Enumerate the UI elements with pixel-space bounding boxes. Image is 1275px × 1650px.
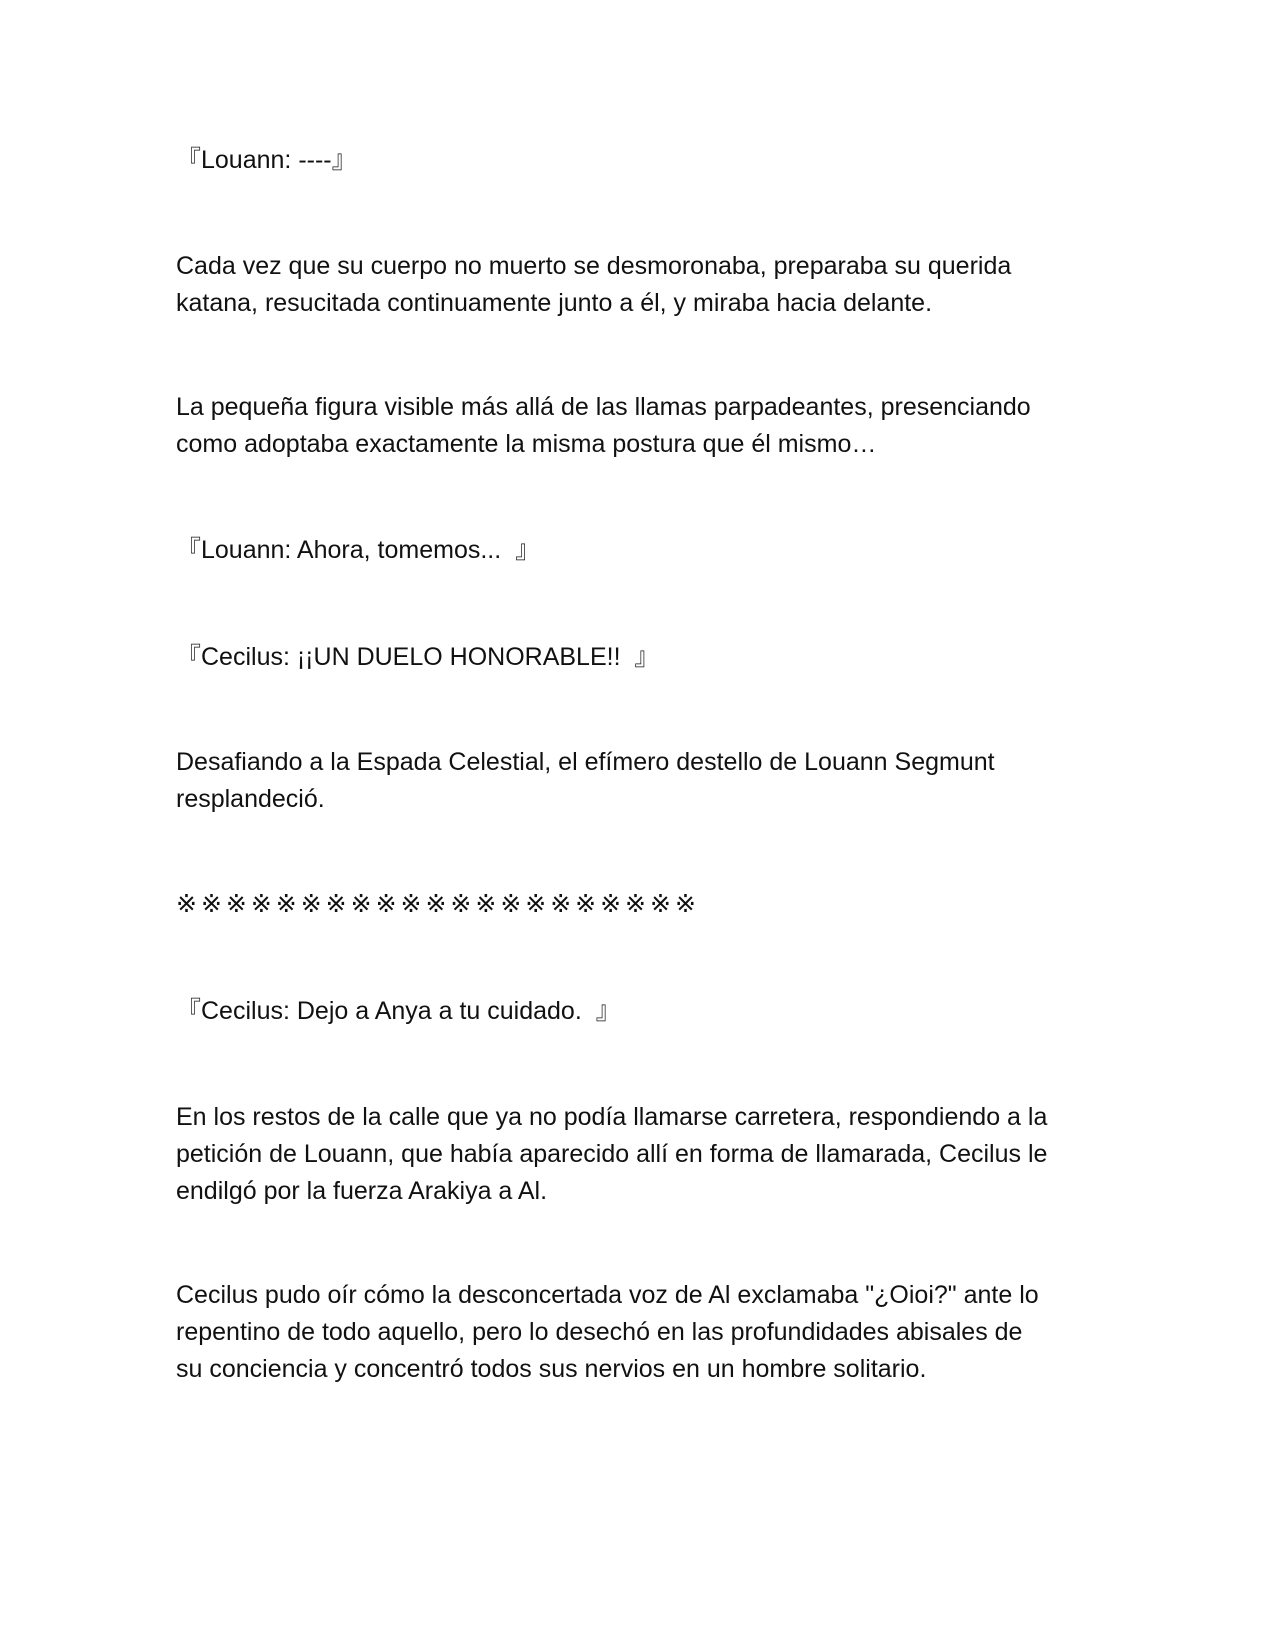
dialogue-louann-2: 『Louann: Ahora, tomemos... 』	[176, 536, 541, 564]
paragraph-4-line-2: petición de Louann, que había aparecido allí en forma de llamarada, Cecilus le	[176, 1140, 1048, 1168]
dialogue-cecilus-1: 『Cecilus: ¡¡UN DUELO HONORABLE!! 』	[176, 643, 660, 671]
paragraph-5-line-2: repentino de todo aquello, pero lo desechó en las profundidades abisales de	[176, 1318, 1023, 1346]
paragraph-3-line-2: resplandeció.	[176, 785, 325, 813]
paragraph-5-line-3: su conciencia y concentró todos sus nervios en un hombre solitario.	[176, 1355, 927, 1383]
dialogue-cecilus-2: 『Cecilus: Dejo a Anya a tu cuidado. 』	[176, 997, 621, 1025]
dialogue-louann-1: 『Louann: ----』	[176, 146, 357, 174]
paragraph-5-line-1: Cecilus pudo oír cómo la desconcertada voz de Al exclamaba "¿Oioi?" ante lo	[176, 1281, 1039, 1309]
paragraph-4-line-1: En los restos de la calle que ya no podía llamarse carretera, respondiendo a la	[176, 1103, 1048, 1131]
paragraph-1-line-1: Cada vez que su cuerpo no muerto se desmoronaba, preparaba su querida	[176, 252, 1012, 280]
paragraph-4-line-3: endilgó por la fuerza Arakiya a Al.	[176, 1177, 548, 1205]
scene-separator: ※※※※※※※※※※※※※※※※※※※※※	[176, 889, 700, 918]
paragraph-3-line-1: Desafiando a la Espada Celestial, el efímero destello de Louann Segmunt	[176, 748, 995, 776]
paragraph-1-line-2: katana, resucitada continuamente junto a él, y miraba hacia delante.	[176, 289, 933, 317]
paragraph-2-line-1: La pequeña figura visible más allá de las llamas parpadeantes, presenciando	[176, 393, 1031, 421]
paragraph-2-line-2: como adoptaba exactamente la misma postura que él mismo…	[176, 430, 877, 458]
